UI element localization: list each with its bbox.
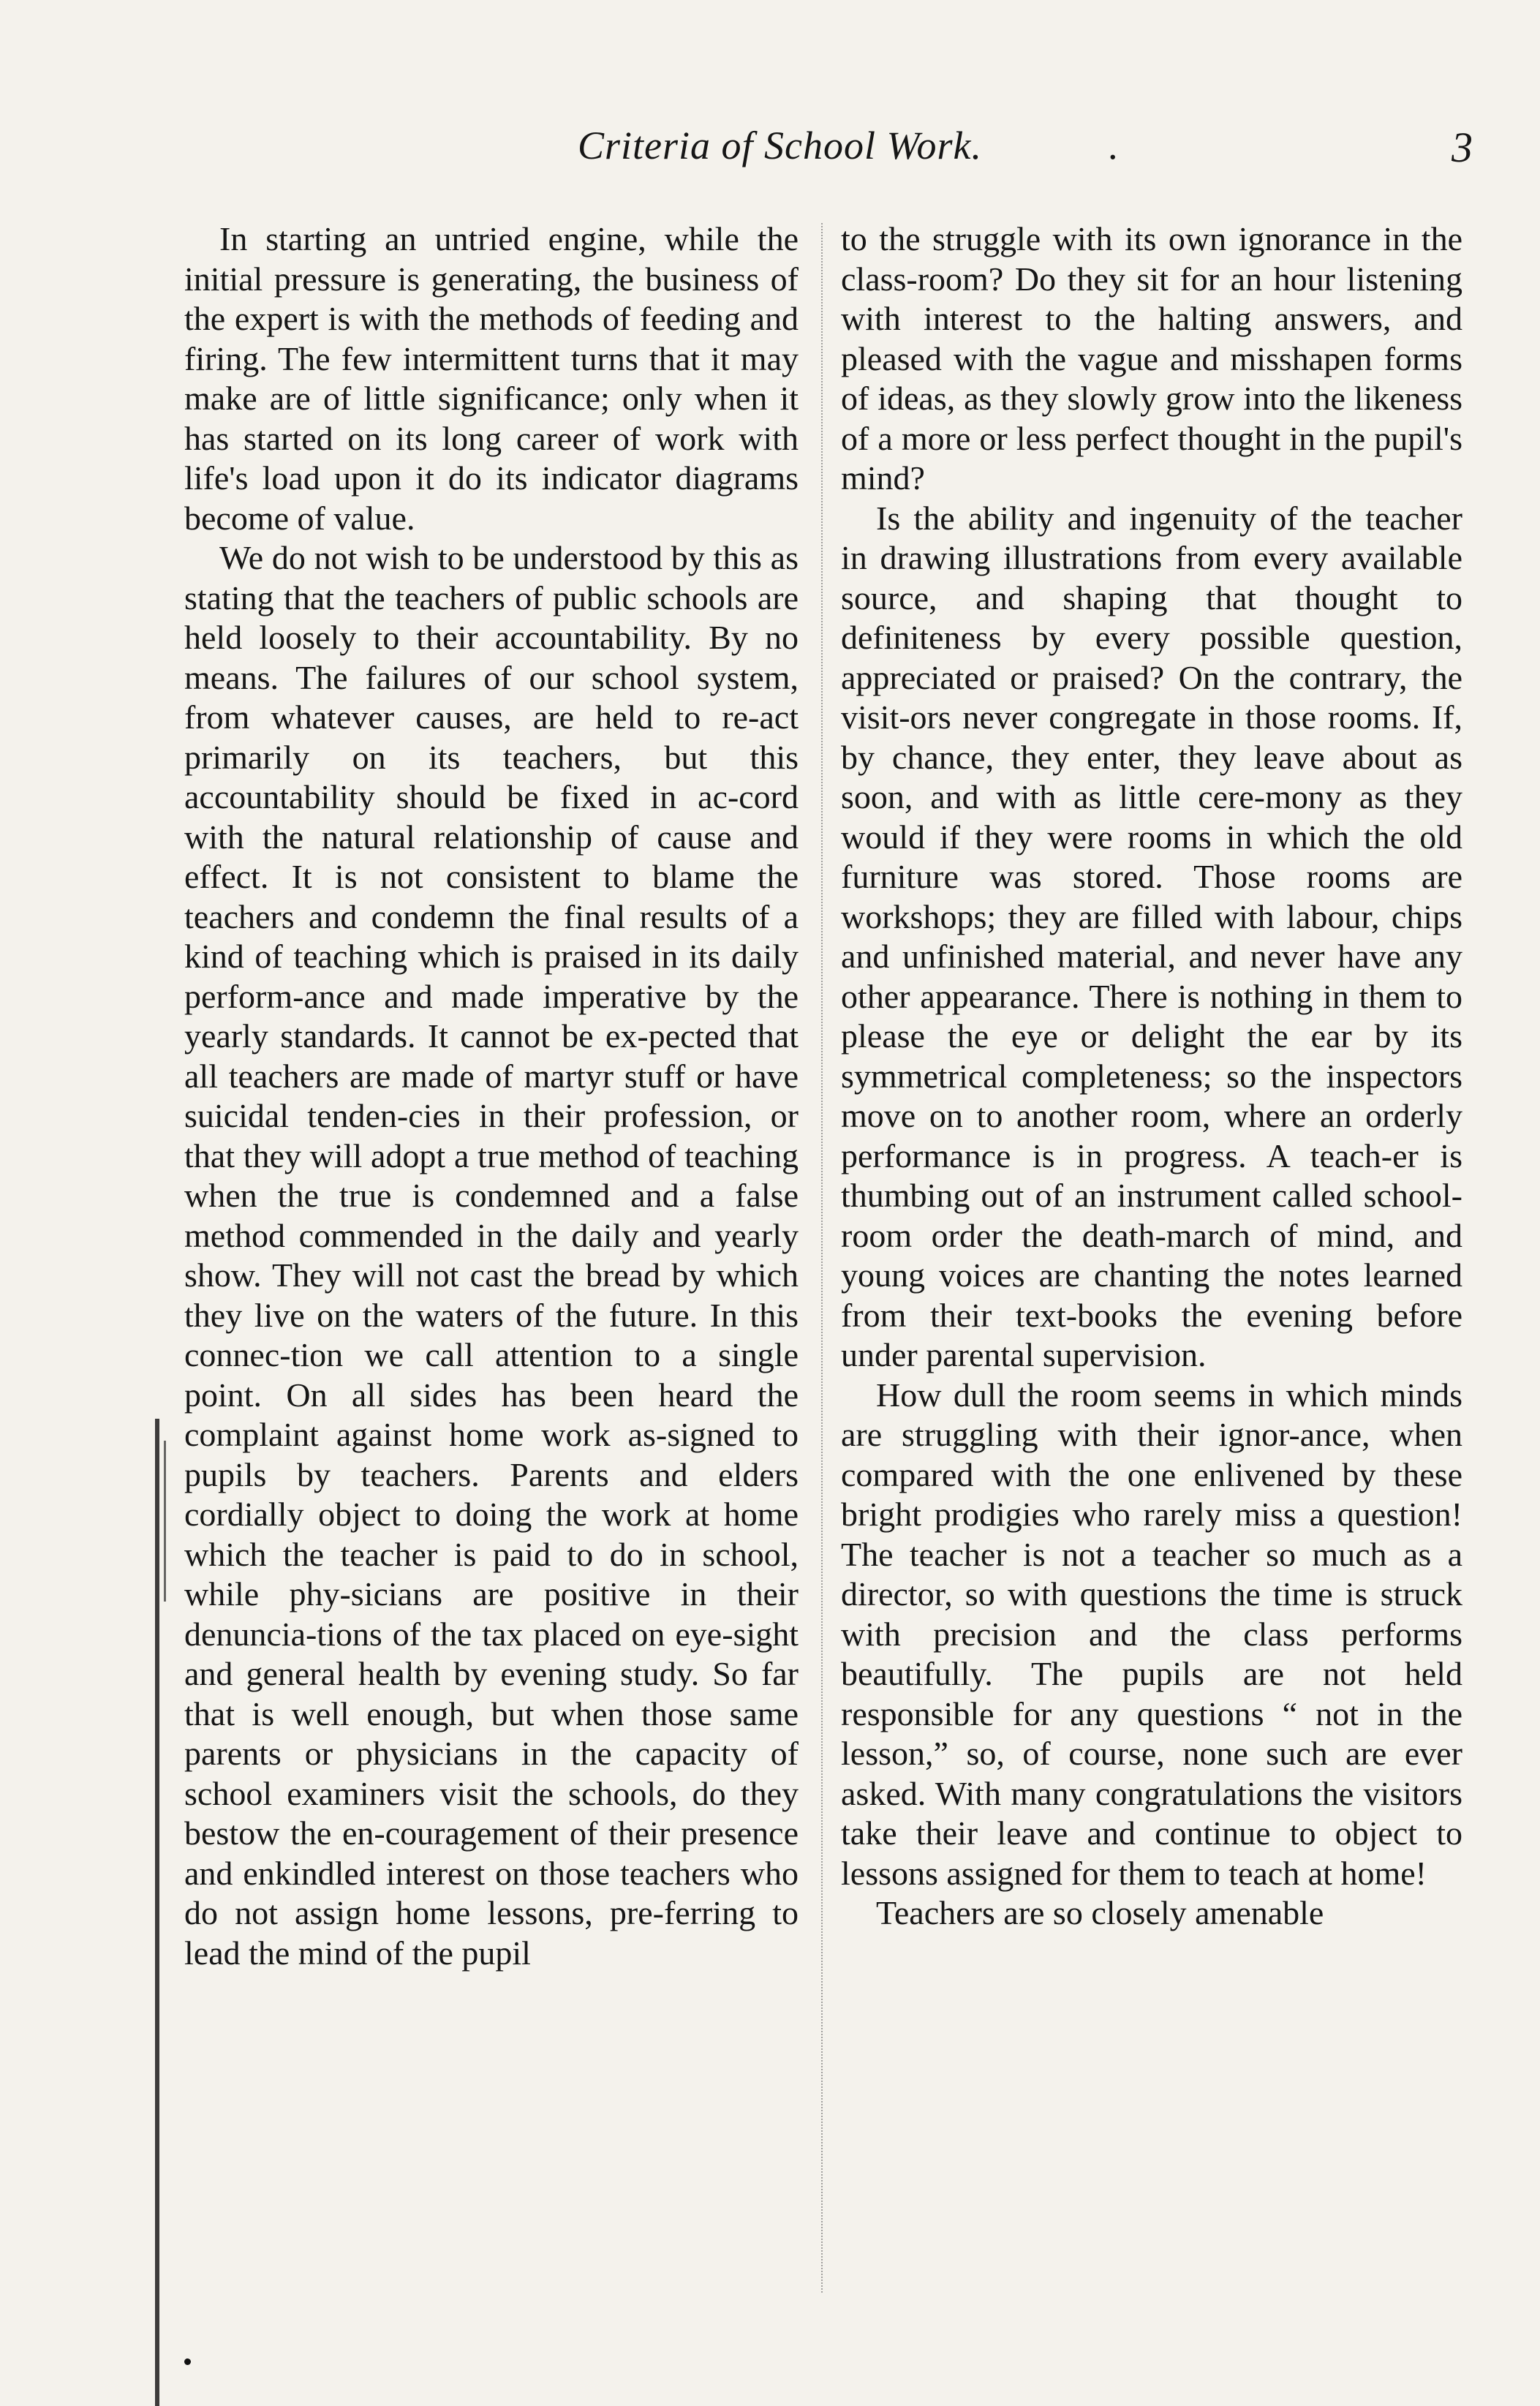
running-head [0, 123, 1540, 181]
paragraph: Teachers are so closely amenable [876, 1894, 1324, 1931]
page-number: 3 [1452, 124, 1473, 171]
paragraph: Is the ability and ingenuity of the teacher in drawing illustrations from every available source, and shaping that thought to definiteness by every possible question, appreciated or praised? On the contrary, the visit-ors never congregate in those rooms. If, by chance, they enter, they leave about as soon, and with as little cere-mony as they would if they were rooms in which the old furniture was stored. Those rooms are workshops; they are filled with labour, chips and unfinished material, and never have any other appearance. There is nothing in them to please the eye or delight the ear by its symmetrical completeness; so the inspectors move on to another room, where an orderly performance is in progress. A teach-er is thumbing out of an instrument called school-room order the death-march of mind, and young voices are chanting the notes learned from their text-books the evening before under parental supervision. [841, 499, 1462, 1373]
paragraph: to the struggle with its own ignorance in the class-room? Do they sit for an hour listening with interest to the halting answers, and pleased with the vague and misshapen forms of ideas, as they slowly grow into the likeness of a more or less perfect thought in the pupil's mind? [841, 220, 1462, 497]
paragraph: In starting an untried engine, while the initial pressure is generating, the business of the expert is with the methods of feeding and firing. The few intermittent turns that it may make are of little significance; only when it has started on its long career of work with life's load upon it do its indicator diagrams become of value. [184, 220, 799, 537]
running-head-dot: . [1108, 124, 1118, 167]
ink-speck [184, 2358, 191, 2365]
column-divider [821, 223, 823, 2293]
paragraph: How dull the room seems in which minds are struggling with their ignor-ance, when compared with the one enlivened by these bright prodigies who rarely miss a question! The teacher is not a teacher so much as a director, so with questions the time is struck with precision and the class performs beautifully. The pupils are not held responsible for any questions “ not in the lesson,” so, of course, none such are ever asked. With many congratulations the visitors take their leave and continue to object to lessons assigned for them to teach at home! [841, 1376, 1462, 1892]
right-column [841, 219, 1462, 1934]
binding-edge-mark [155, 1419, 159, 2406]
paragraph: We do not wish to be understood by this as stating that the teachers of public schools are held loosely to their accountability. By no means. The failures of our school system, from whatever causes, are held to re-act primarily on its teachers, but this accountability should be fixed in ac-cord with the natural relationship of cause and effect. It is not consistent to blame the teachers and condemn the final results of a kind of teaching which is praised in its daily perform-ance and made imperative by the yearly standards. It cannot be ex-pected that all teachers are made of martyr stuff or have suicidal tenden-cies in their profession, or that they will adopt a true method of teaching when the true is condemned and a false method commended in the daily and yearly show. They will not cast the bread by which they live on the waters of the future. In this connec-tion we call attention to a single point. On all sides has been heard the complaint against home work as-signed to pupils by teachers. Parents and elders cordially object to doing the work at home which the teacher is paid to do in school, while phy-sicians are positive in their denuncia-tions of the tax placed on eye-sight and general health by evening study. So far that is well enough, but when those same parents or physicians in the capacity of school examiners visit the schools, do they bestow the en-couragement of their presence and enkindled interest on those teachers who do not assign home lessons, pre-ferring to lead the mind of the pupil [184, 539, 799, 1972]
binding-edge-mark [164, 1441, 166, 1602]
running-title: Criteria of School Work. [578, 124, 983, 167]
left-column [184, 219, 799, 1973]
